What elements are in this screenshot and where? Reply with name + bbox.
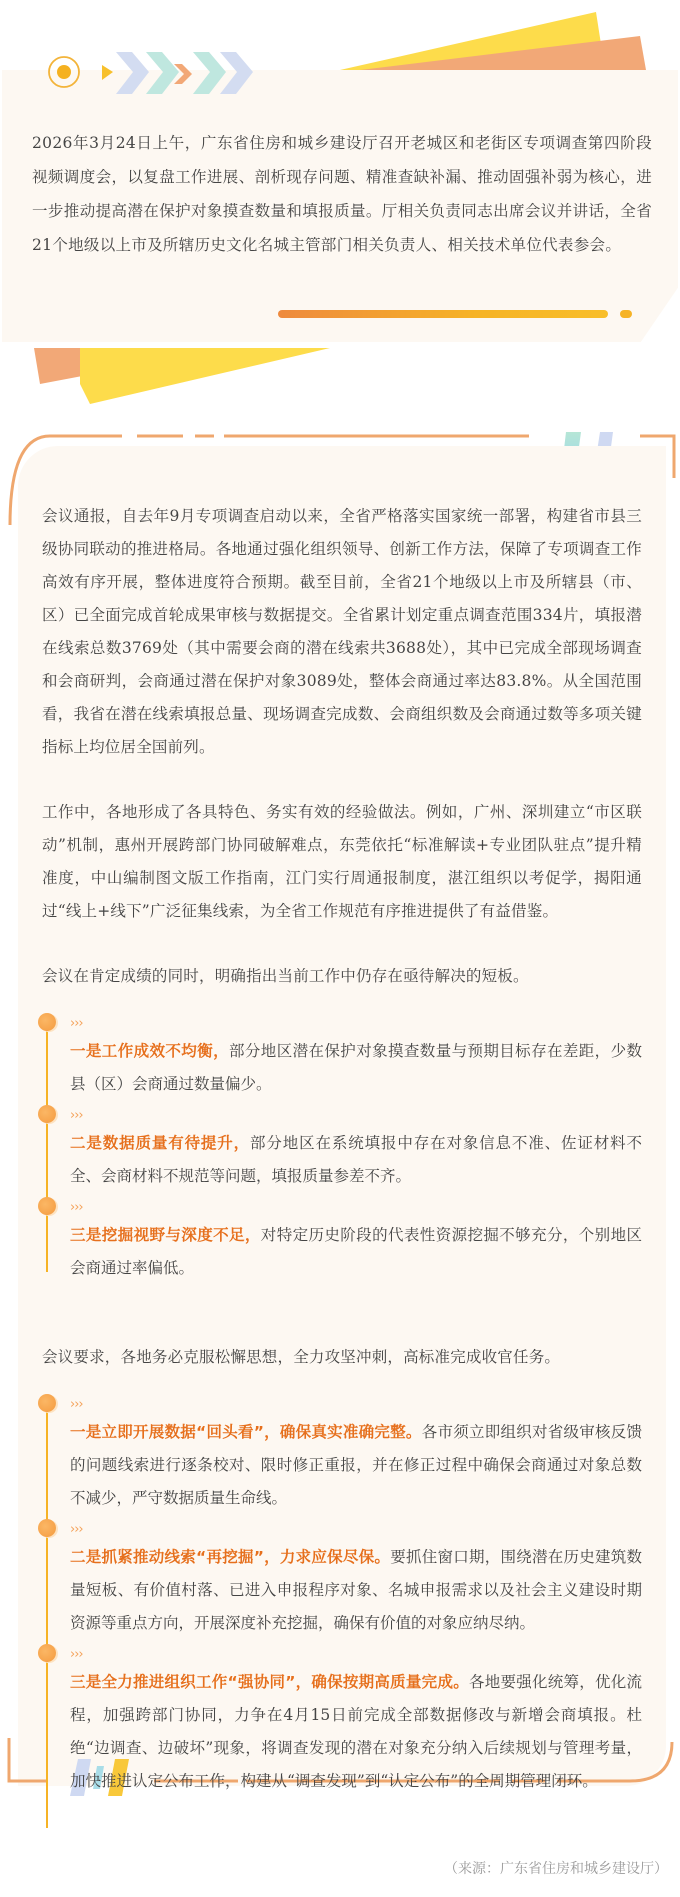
- problem-item: [70, 1015, 642, 1101]
- problem-text: 部分地区在系统填报中存在对象信息不准、佐证材料不全、会商材料不规范等问题，填报质量参差不齐。: [70, 1134, 642, 1185]
- decorative-ribbon-bottom: [0, 340, 680, 410]
- problem-lead: 一是工作成效不均衡，: [70, 1042, 229, 1060]
- problems-intro: 会议在肯定成绩的同时，明确指出当前工作中仍存在亟待解决的短板。: [42, 967, 529, 985]
- requirement-item: [70, 1646, 642, 1798]
- requirement-text: 各市须立即组织对省级审核反馈的问题线索进行逐条校对、限时修正重报，并在修正过程中确保会商通过对象总数不减少，严守数据质量生命线。: [70, 1423, 642, 1507]
- triple-chevron-icon: ›››: [70, 1647, 83, 1662]
- bullet-dot-icon: [38, 1394, 56, 1412]
- requirement-lead: 三是全力推进组织工作“强协同”，确保按期高质量完成。: [70, 1673, 469, 1691]
- triple-chevron-icon: ›››: [70, 1522, 83, 1537]
- summary-paragraph: 会议通报，自去年9月专项调查启动以来，全省严格落实国家统一部署，构建省市县三级协同联动的推进格局。各地通过强化组织领导、创新工作方法，保障了专项调查工作高效有序开展，整体进度符合预期。截至目前，全省21个地级以上市及所辖县（市、区）已全面完成首轮成果审核与数据提交。全省累计划定重点调查范围334片，填报潜在线索总数3769处（其中需要会商的潜在线索共3688处），其中已完成全部现场调查和会商研判，会商通过潜在保护对象3089处，整体会商通过率达83.8%。从全国范围看，我省在潜在线索填报总量、现场调查完成数、会商组织数及会商通过数等多项关键指标上均位居全国前列。: [42, 507, 642, 756]
- requirement-item: [70, 1396, 642, 1515]
- requirements-list: [42, 1396, 642, 1798]
- timeline-line: [46, 1408, 48, 1828]
- intro-section: [0, 0, 680, 400]
- problem-lead: 二是数据质量有待提升，: [70, 1134, 251, 1152]
- requirement-text: 各地要强化统筹，优化流程，加强跨部门协同，力争在4月15日前完成全部数据修改与新增会商填报。杜绝“边调查、边破坏”现象，将调查发现的潜在对象充分纳入后续规划与管理考量，加快推进认定公布工作，构建从“调查发现”到“认定公布”的全周期管理闭环。: [70, 1673, 642, 1790]
- problem-text: 对特定历史阶段的代表性资源挖掘不够充分，个别地区会商通过率偏低。: [70, 1226, 642, 1277]
- intro-paragraph: 2026年3月24日上午，广东省住房和城乡建设厅召开老城区和老街区专项调查第四阶段视频调度会，以复盘工作进展、剖析现存问题、精准查缺补漏、推动固强补弱为核心，进一步推动提高潜在保护对象摸查数量和填报质量。厅相关负责同志出席会议并讲话，全省21个地级以上市及所辖历史文化名城主管部门相关负责人、相关技术单位代表参会。: [32, 134, 652, 254]
- requirements-intro: 会议要求，各地务必克服松懈思想，全力攻坚冲刺，高标准完成收官任务。: [42, 1348, 561, 1366]
- source-attribution: （来源：广东省住房和城乡建设厅）: [444, 1861, 668, 1877]
- decorative-progress-line: [278, 310, 608, 318]
- triple-chevron-icon: ›››: [70, 1397, 83, 1412]
- triple-chevron-icon: ›››: [70, 1108, 83, 1123]
- bullet-dot-icon: [38, 1197, 56, 1215]
- bullet-dot-icon: [38, 1519, 56, 1537]
- triple-chevron-icon: ›››: [70, 1200, 83, 1215]
- timeline-line: [46, 1027, 48, 1272]
- requirement-lead: 二是抓紧推动线索“再挖掘”，力求应保尽保。: [70, 1548, 391, 1566]
- problem-item: [70, 1199, 642, 1285]
- decorative-progress-dot: [620, 310, 632, 318]
- experience-paragraph: 工作中，各地形成了各具特色、务实有效的经验做法。例如，广州、深圳建立“市区联动”机制，惠州开展跨部门协同破解难点，东莞依托“标准解读+专业团队驻点”提升精准度，中山编制图文版工作指南，江门实行周通报制度，湛江组织以考促学，揭阳通过“线上+线下”广泛征集线索，为全省工作规范有序推进提供了有益借鉴。: [42, 803, 642, 920]
- problem-lead: 三是挖掘视野与深度不足，: [70, 1226, 261, 1244]
- bullet-dot-icon: [38, 1105, 56, 1123]
- problems-list: [42, 1015, 642, 1285]
- problem-text: 部分地区潜在保护对象摸查数量与预期目标存在差距，少数县（区）会商通过数量偏少。: [70, 1042, 642, 1093]
- bullet-dot-icon: [38, 1644, 56, 1662]
- triple-chevron-icon: ›››: [70, 1016, 83, 1031]
- bullet-dot-icon: [38, 1013, 56, 1031]
- requirement-item: [70, 1521, 642, 1640]
- requirement-text: 要抓住窗口期，围绕潜在历史建筑数量短板、有价值村落、已进入申报程序对象、名城申报需求以及社会主义建设时期资源等重点方向，开展深度补充挖掘，确保有价值的对象应纳尽纳。: [70, 1548, 642, 1632]
- requirement-lead: 一是立即开展数据“回头看”，确保真实准确完整。: [70, 1423, 422, 1441]
- main-content: [42, 500, 642, 1804]
- problem-item: [70, 1107, 642, 1193]
